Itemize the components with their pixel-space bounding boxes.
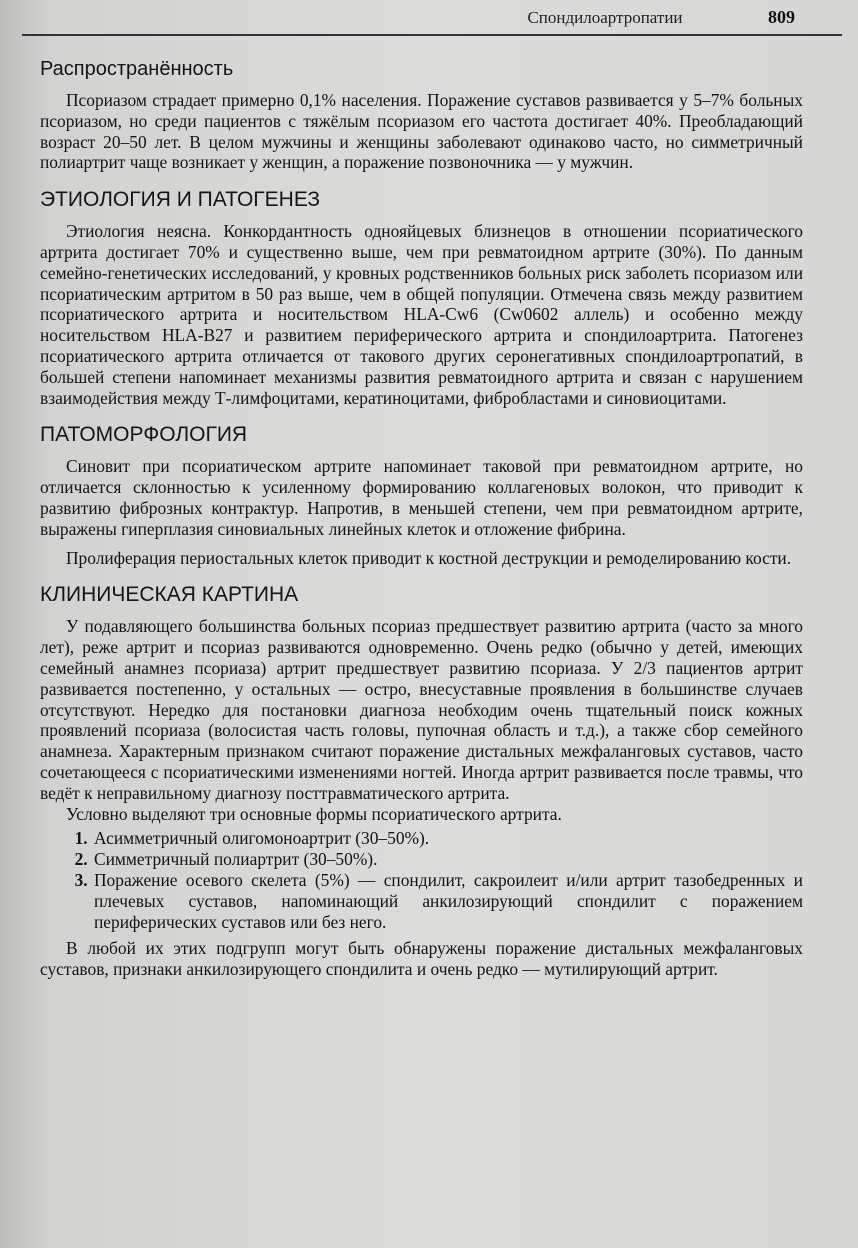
paragraph: Этиология неясна. Конкордантность однояйцевых близнецов в отношении псориатического артрита достигает 70% и существенно выше, чем при ревматоидном артрите (30%). По данным семейно-генетических исследований, у кровных родственников больных риск заболеть псориазом или псориатическим артритом в 50 раз выше, чем в общей популяции. Отмечена связь между развитием псориатического артрита и носительством HLA-Cw6 (Cw0602 аллель) и особенно между носительством HLA-B27 и развитием периферического артрита и спондилоартрита. Патогенез псориатического артрита отличается от такового других серонегативных спондилоартропатий, в большей степени напоминает механизмы развития ревматоидного артрита и связан с нарушением взаимодействия между Т-лимфоцитами, кератиноцитами, фибробластами и синовиоцитами. <box>40 221 803 408</box>
paragraph: Пролиферация периостальных клеток приводит к костной деструкции и ремоделированию кости. <box>66 547 792 568</box>
paragraph: Синовит при псориатическом артрите напоминает таковой при ревматоидном артрите, но отличается склонностью к усиленному формированию коллагеновых волокон, что приводит к развитию фиброзных контрактур. Напротив, в меньшей степени, чем при ревматоидном артрите, выражены гиперплазия синовиальных линейных клеток и отложение фибрина. <box>40 456 803 539</box>
section-title-clinical: КЛИНИЧЕСКАЯ КАРТИНА <box>40 583 299 607</box>
section-title-etiology: ЭТИОЛОГИЯ И ПАТОГЕНЕЗ <box>40 188 321 212</box>
paragraph: Псориазом страдает примерно 0,1% населения. Поражение суставов развивается у 5–7% больных псориазом, но среди пациентов с тяжёлым псориазом его частота достигает 40%. Преобладающий возраст 20–50 лет. В целом мужчины и женщины заболевают одинаково часто, но симметричный полиартрит чаще возникает у женщин, а поражение позвоночника — у мужчин. <box>40 90 803 173</box>
page-header <box>0 0 858 44</box>
forms-list <box>40 828 803 932</box>
list-item: 2. Симметричный полиартрит (30–50%). <box>92 849 803 870</box>
section-pathomorphology <box>40 422 803 568</box>
section-title-pathomorphology: ПАТОМОРФОЛОГИЯ <box>40 423 248 447</box>
section-prevalence <box>40 56 803 173</box>
paragraph: Условно выделяют три основные формы псориатического артрита. <box>66 803 562 824</box>
list-item: 1. Асимметричный олигомоноартрит (30–50%). <box>92 828 803 849</box>
running-head: Спондилоартропатии <box>527 8 683 27</box>
section-etiology <box>40 187 803 408</box>
paragraph: В любой их этих подгрупп могут быть обнаружены поражение дистальных межфаланговых суставов, признаки анкилозирующего спондилита и очень редко — мутилирующий артрит. <box>40 938 803 980</box>
section-clinical <box>40 582 803 980</box>
header-rule <box>22 34 842 36</box>
section-title-prevalence: Распространённость <box>40 58 234 80</box>
page-body <box>40 56 803 980</box>
paragraph: У подавляющего большинства больных псориаз предшествует развитию артрита (часто за много лет), реже артрит и псориаз развиваются одновременно. Очень редко (обычно у детей, имеющих семейный анамнез псориаза) артрит предшествует развитию псориаза. У 2/3 пациентов артрит развивается постепенно, у остальных — остро, внесуставные проявления в большинстве случаев отсутствуют. Нередко для постановки диагноза необходим очень тщательный поиск кожных проявлений псориаза (волосистая часть головы, пупочная область и т.д.), а также сбор семейного анамнеза. Характерным признаком считают поражение дистальных межфаланговых суставов, часто сочетающееся с псориатическими изменениями ногтей. Иногда артрит развивается после травмы, что ведёт к неправильному диагнозу посттравматического артрита. <box>40 616 803 803</box>
page-number: 809 <box>768 7 795 27</box>
list-item: 3. Поражение осевого скелета (5%) — спондилит, сакроилеит и/или артрит тазобедренных и плечевых суставов, напоминающий анкилозирующий спондилит с поражением периферических суставов или без него. <box>92 870 803 932</box>
